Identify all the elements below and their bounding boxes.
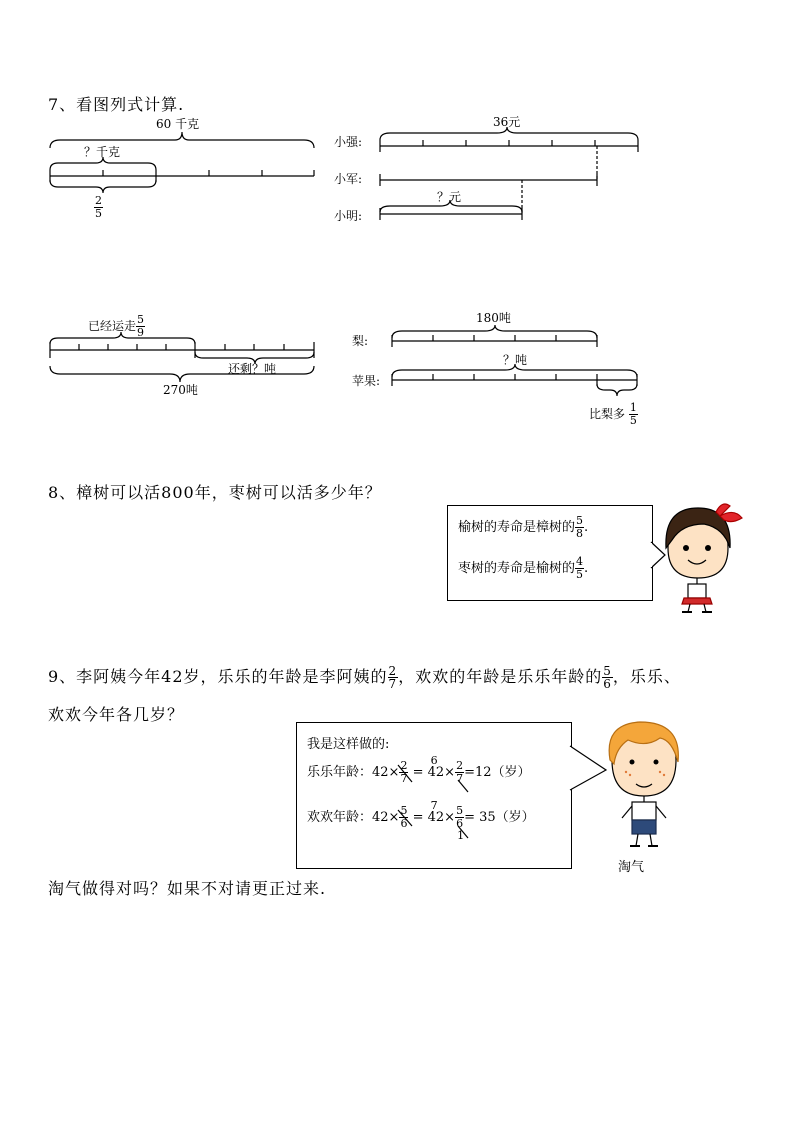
calc2-eq: =: [412, 810, 424, 825]
d4-frac-num: 1: [629, 401, 637, 414]
q8-line2-text: 枣树的寿命是榆树的: [458, 561, 576, 576]
calc1-x: ×: [444, 765, 456, 780]
q9-fb-den: 6: [603, 677, 612, 691]
d2-part: ？元: [437, 190, 462, 204]
q9-fa-den: 7: [388, 677, 398, 691]
q8-l1-num: 5: [576, 514, 584, 527]
calc1-num: 2: [400, 759, 408, 772]
d1-part: ？千克: [84, 145, 121, 159]
calc2-result: = 35（岁）: [464, 810, 535, 825]
d2-label-xiaoming: 小明:: [334, 209, 363, 223]
calc1-den: 7: [400, 772, 408, 785]
q9-fa-num: 2: [388, 664, 398, 678]
calc1-result: =12（岁）: [464, 765, 531, 780]
calc2-top: 7: [430, 799, 438, 812]
d3-frac-num: 5: [137, 313, 145, 326]
d3-total: 270吨: [163, 383, 198, 397]
q9-fb-num: 5: [603, 664, 612, 678]
d4-label-apple: 苹果:: [352, 374, 381, 388]
q9-question: 淘气做得对吗？如果不对请更正过来.: [48, 879, 327, 898]
calc1-num2: 2: [456, 759, 464, 772]
q9-text-line2: 欢欢今年各几岁？: [48, 705, 185, 724]
q7-title: 7、看图列式计算.: [48, 95, 185, 114]
d1-frac-num: 2: [95, 194, 102, 207]
d3-left-text: 已经运走: [88, 319, 137, 333]
calc1-label: 乐乐年龄：42×: [307, 765, 400, 780]
q8-l2-num: 4: [576, 555, 584, 568]
d4-q: ？吨: [503, 353, 528, 367]
q9-text-c: ，乐乐、: [612, 667, 681, 686]
d4-frac-den: 5: [629, 414, 637, 427]
d4-label-pear: 梨:: [352, 334, 369, 348]
d3-frac-den: 9: [137, 326, 145, 339]
d3-remain: 还剩？吨: [228, 362, 277, 376]
q8-l2-den: 5: [576, 568, 584, 581]
q8-title: 8、樟树可以活800年，枣树可以活多少年？: [48, 483, 382, 502]
calc2-x: ×: [444, 810, 456, 825]
d4-top: 180吨: [476, 311, 511, 325]
calc1-mid: 42: [427, 765, 445, 780]
calc2-label: 欢欢年龄：42×: [307, 810, 400, 825]
q8-line1-text: 榆树的寿命是樟树的: [458, 520, 576, 535]
calc2-num: 5: [400, 804, 408, 817]
calc1-top: 6: [430, 754, 438, 767]
d2-label-xiaoqiang: 小强:: [334, 135, 363, 149]
q8-line1-end: .: [584, 520, 589, 535]
d1-frac-den: 5: [95, 207, 102, 220]
calc2-bot: 1: [457, 829, 465, 842]
calc2-den: 6: [400, 817, 408, 830]
calc1-eq: =: [412, 765, 424, 780]
d1-total: 60 千克: [156, 117, 200, 131]
calc2-num2: 5: [456, 804, 464, 817]
calc2-den2: 6: [456, 817, 464, 830]
calc1-den2: 7: [456, 772, 464, 785]
q8-l1-den: 8: [576, 527, 584, 540]
d4-more-text: 比梨多: [589, 407, 626, 421]
q8-line2-end: .: [584, 561, 589, 576]
q9-text-b: ，欢欢的年龄是乐乐年龄的: [398, 667, 603, 686]
q9-text-a: 9、李阿姨今年42岁，乐乐的年龄是李阿姨的: [48, 667, 388, 686]
calc2-mid: 42: [427, 810, 445, 825]
d2-label-xiaojun: 小军:: [334, 172, 363, 186]
boy-name: 淘气: [618, 860, 645, 875]
d2-total: 36元: [493, 115, 521, 129]
q9-box-title: 我是这样做的:: [307, 737, 390, 752]
